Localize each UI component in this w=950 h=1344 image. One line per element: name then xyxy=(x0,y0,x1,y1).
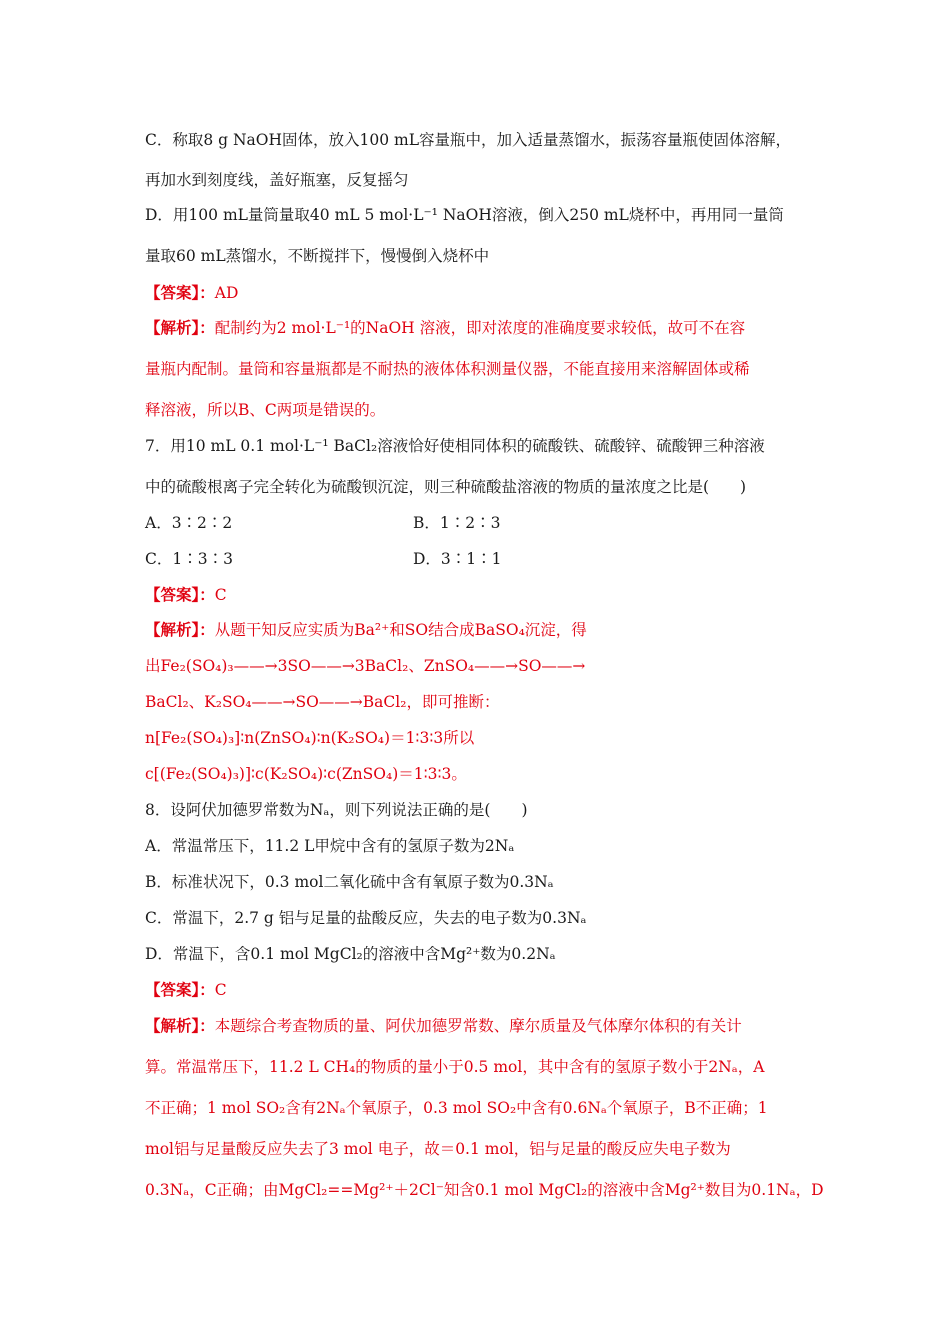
line-text: AD xyxy=(214,284,239,302)
text-line-q8-b xyxy=(145,872,830,892)
text-line-q8-1 xyxy=(145,800,830,820)
label-tag: 【解析】： xyxy=(145,620,215,639)
label-tag: 【解析】： xyxy=(145,1016,215,1035)
text-line-q8-exp1 xyxy=(145,1016,830,1036)
line-text: n[Fe₂(SO₄)₃]∶n(ZnSO₄)∶n(K₂SO₄)＝1∶3∶3所以 xyxy=(145,729,475,747)
line-text: 再加水到刻度线，盖好瓶塞，反复摇匀 xyxy=(145,171,409,189)
label-tag: 【答案】： xyxy=(145,283,215,302)
line-text: 7．用10 mL 0.1 mol·L⁻¹ BaCl₂溶液恰好使相同体积的硫酸铁、硫酸锌、硫酸钾三种溶液 xyxy=(145,437,765,455)
text-line-q6-exp1 xyxy=(145,318,830,338)
text-line-q8-c xyxy=(145,908,830,928)
text-line-q7-ans xyxy=(145,585,830,605)
line-text: D．用100 mL量筒量取40 mL 5 mol·L⁻¹ NaOH溶液，倒入250 mL烧杯中，再用同一量筒 xyxy=(145,206,784,224)
text-line-q7-exp1 xyxy=(145,620,830,640)
line-text: 释溶液，所以B、C两项是错误的。 xyxy=(145,401,386,419)
line-text: 不正确；1 mol SO₂含有2Nₐ个氧原子，0.3 mol SO₂中含有0.6Nₐ个氧原子，B不正确；1 xyxy=(145,1099,768,1117)
q7-option-row xyxy=(145,513,830,533)
line-text: 量取60 mL蒸馏水，不断搅拌下，慢慢倒入烧杯中 xyxy=(145,247,490,265)
line-text: 从题干知反应实质为Ba²⁺和SO结合成BaSO₄沉淀，得 xyxy=(214,621,587,639)
line-text: c[(Fe₂(SO₄)₃)]∶c(K₂SO₄)∶c(ZnSO₄)＝1∶3∶3。 xyxy=(145,765,467,783)
text-line-q7-exp3 xyxy=(145,692,830,712)
line-text: C xyxy=(214,586,227,604)
option-left: A．3∶2∶2 xyxy=(145,514,233,532)
line-text: 8．设阿伏加德罗常数为Nₐ，则下列说法正确的是( ) xyxy=(145,801,528,819)
text-line-q7-1 xyxy=(145,436,830,456)
line-text: 中的硫酸根离子完全转化为硫酸钡沉淀，则三种硫酸盐溶液的物质的量浓度之比是( ) xyxy=(145,478,747,496)
line-text: D．常温下，含0.1 mol MgCl₂的溶液中含Mg²⁺数为0.2Nₐ xyxy=(145,945,556,963)
text-line-q6-ans xyxy=(145,283,830,303)
text-line-q6d-2 xyxy=(145,246,830,266)
line-text: 配制约为2 mol·L⁻¹的NaOH 溶液，即对浓度的准确度要求较低，故可不在容 xyxy=(214,319,746,337)
line-text: 算。常温常压下，11.2 L CH₄的物质的量小于0.5 mol，其中含有的氢原子数小于2Nₐ，A xyxy=(145,1058,765,1076)
text-line-q8-exp3 xyxy=(145,1098,830,1118)
line-text: 量瓶内配制。量筒和容量瓶都是不耐热的液体体积测量仪器，不能直接用来溶解固体或稀 xyxy=(145,360,750,378)
q7-option-row xyxy=(145,549,830,569)
text-line-q7-exp2 xyxy=(145,656,830,676)
line-text: B．标准状况下，0.3 mol二氧化硫中含有氧原子数为0.3Nₐ xyxy=(145,873,554,891)
text-line-q6-exp2 xyxy=(145,359,830,379)
label-tag: 【答案】： xyxy=(145,585,215,604)
text-line-q8-exp5 xyxy=(145,1180,830,1200)
line-text: C．常温下，2.7 g 铝与足量的盐酸反应，失去的电子数为0.3Nₐ xyxy=(145,909,587,927)
text-line-q8-ans xyxy=(145,980,830,1000)
text-line-q7-exp5 xyxy=(145,764,830,784)
text-line-q8-exp2 xyxy=(145,1057,830,1077)
label-tag: 【答案】： xyxy=(145,980,215,999)
line-text: BaCl₂、K₂SO₄——→SO——→BaCl₂，即可推断： xyxy=(145,693,500,711)
text-line-q8-exp4 xyxy=(145,1139,830,1159)
line-text: 0.3Nₐ，C正确；由MgCl₂==Mg²⁺＋2Cl⁻知含0.1 mol MgCl₂的溶液中含Mg²⁺数目为0.1Nₐ，D xyxy=(145,1181,824,1199)
line-text: C．称取8 g NaOH固体，放入100 mL容量瓶中，加入适量蒸馏水，振荡容量瓶使固体溶解， xyxy=(145,131,792,149)
text-line-q7-2 xyxy=(145,477,830,497)
text-line-q6d-1 xyxy=(145,205,830,225)
option-right: D．3∶1∶1 xyxy=(413,550,502,568)
text-line-q8-d xyxy=(145,944,830,964)
text-line-q6-exp3 xyxy=(145,400,830,420)
text-line-q7-exp4 xyxy=(145,728,830,748)
label-tag: 【解析】： xyxy=(145,318,215,337)
text-line-q6c-2 xyxy=(145,170,830,190)
line-text: 出Fe₂(SO₄)₃——→3SO——→3BaCl₂、ZnSO₄——→SO——→ xyxy=(145,657,586,675)
option-right: B．1∶2∶3 xyxy=(413,514,501,532)
line-text: A．常温常压下，11.2 L甲烷中含有的氢原子数为2Nₐ xyxy=(145,837,515,855)
text-line-q8-a xyxy=(145,836,830,856)
option-left: C．1∶3∶3 xyxy=(145,550,233,568)
line-text: 本题综合考查物质的量、阿伏加德罗常数、摩尔质量及气体摩尔体积的有关计 xyxy=(214,1017,742,1035)
line-text: mol铝与足量酸反应失去了3 mol 电子，故＝0.1 mol，铝与足量的酸反应失电子数为 xyxy=(145,1140,731,1158)
text-line-q6c-1 xyxy=(145,130,830,150)
line-text: C xyxy=(214,981,227,999)
